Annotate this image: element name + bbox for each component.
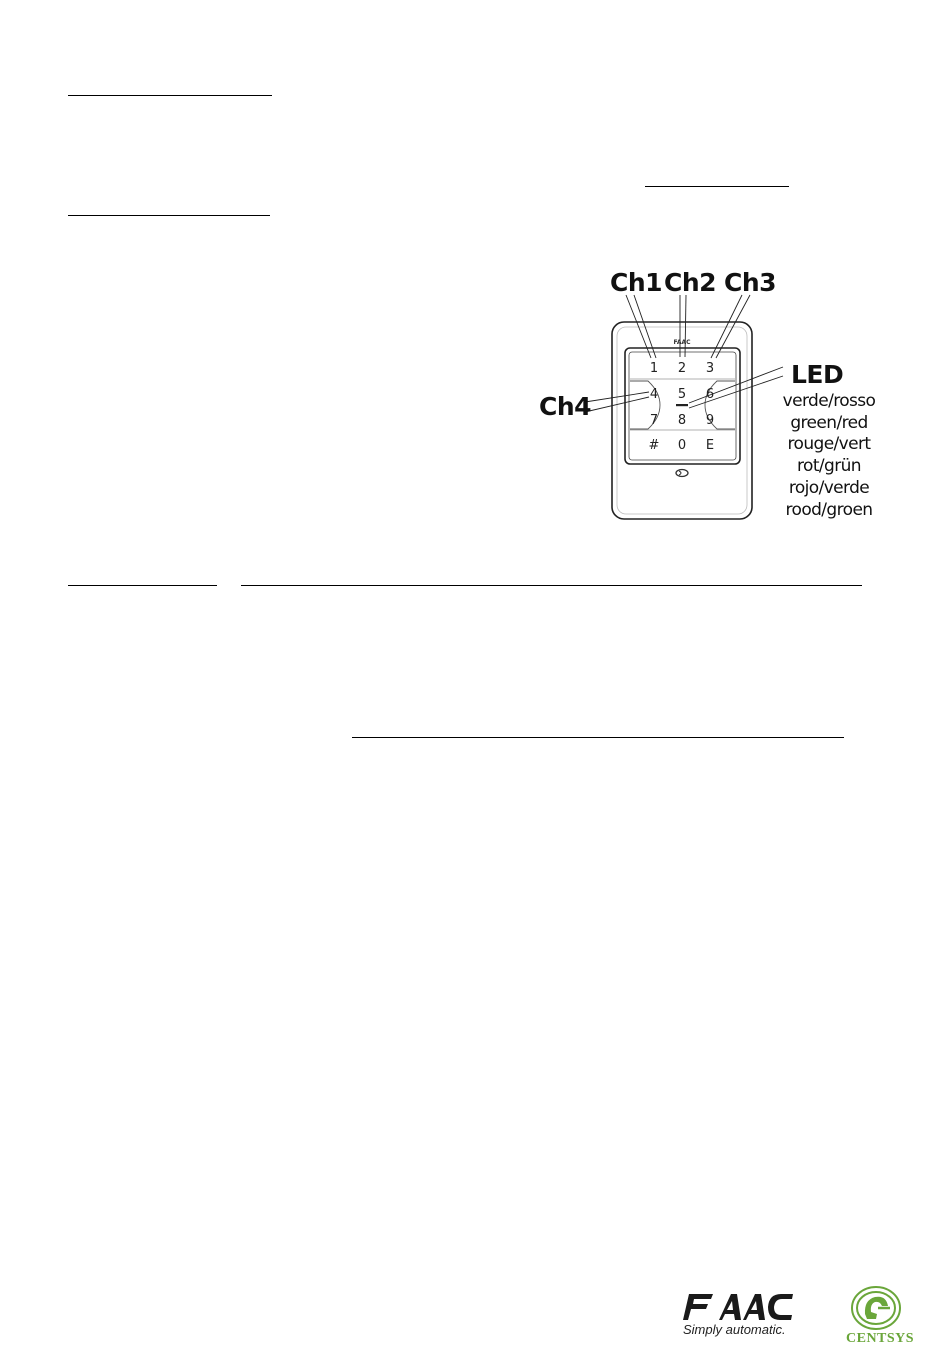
key-8: 8 [677,413,687,428]
led-color-it: verde/rosso [782,391,876,411]
led-color-nl: rood/groen [785,499,873,520]
faac-tagline: Simply automatic. [683,1322,786,1337]
led-color-en: green/red [790,412,868,433]
key-1: 1 [649,361,659,376]
key-7: 7 [649,413,659,428]
callout-ch4: Ch4 [539,392,592,421]
faac-logo [683,1292,795,1322]
key-0: 0 [677,438,687,453]
key-hash: # [648,438,660,453]
callout-ch1: Ch1 [610,268,663,297]
callout-ch2: Ch2 [664,268,717,297]
led-color-legend [779,391,879,521]
led-color-de: rot/grün [797,456,861,477]
key-e: E [705,438,715,453]
centsys-wordmark: CENTSYS [846,1331,915,1346]
key-6: 6 [705,387,715,402]
led-color-fr: rouge/vert [787,434,871,455]
key-5: 5 [677,387,687,402]
key-2: 2 [677,361,687,376]
key-3: 3 [705,361,715,376]
led-indicator [676,404,688,406]
keypad-brand-mark: FAAC [673,339,691,346]
callout-led: LED [791,360,844,389]
centsys-logo-emblem [850,1284,902,1332]
key-4: 4 [649,387,659,402]
key-9: 9 [705,413,715,428]
callout-ch3: Ch3 [724,268,777,297]
led-color-es: rojo/verde [788,477,870,498]
